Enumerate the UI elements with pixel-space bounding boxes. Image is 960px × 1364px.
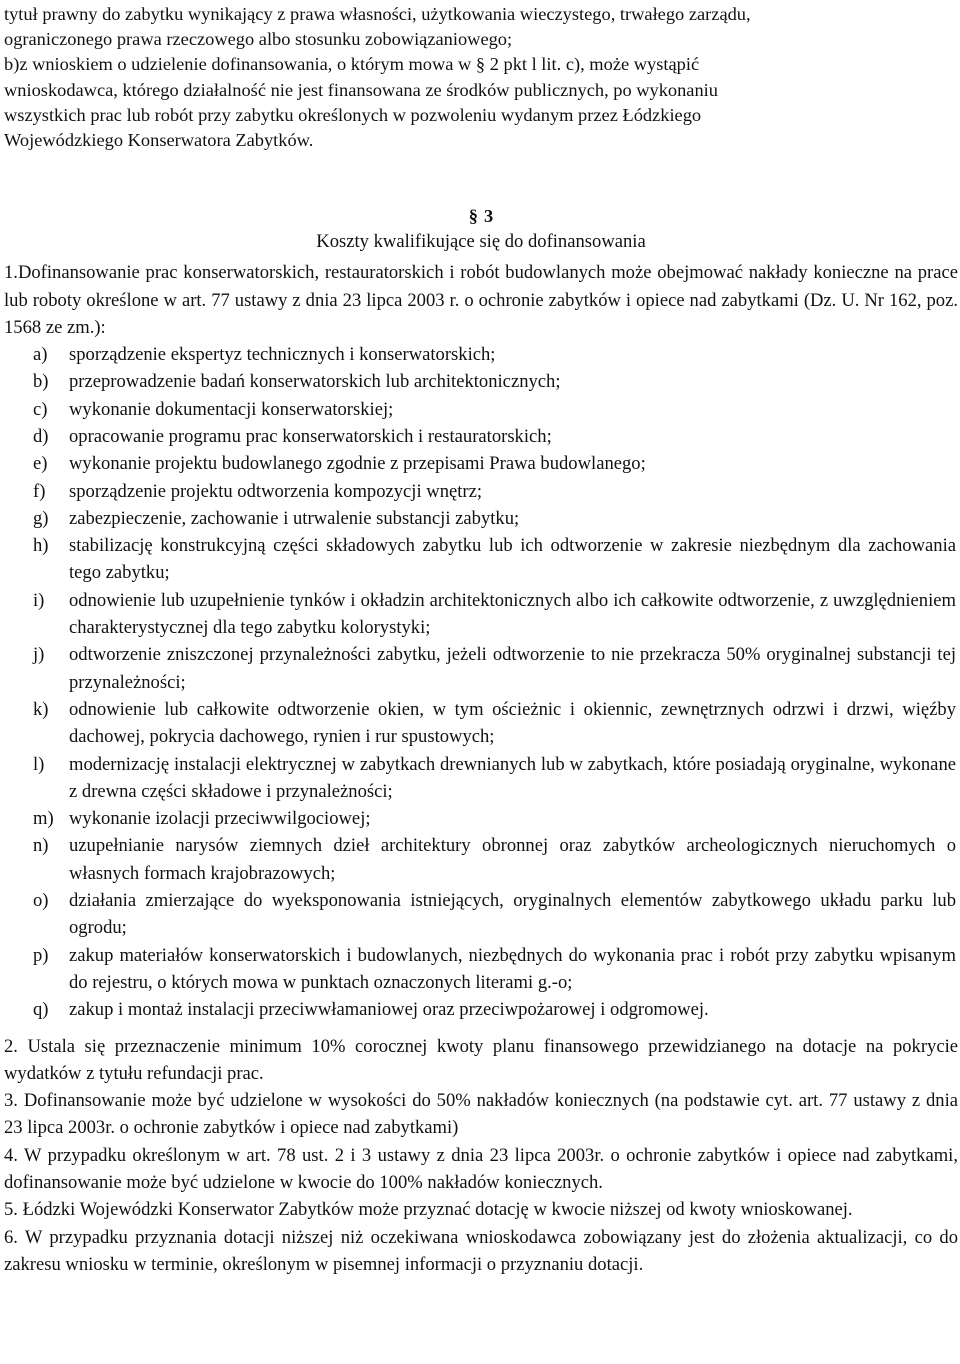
list-item	[4, 450, 958, 477]
section-number-value: 3	[484, 206, 494, 227]
list-marker: f)	[33, 480, 46, 502]
list-item-text: uzupełnianie narysów ziemnych dzieł architektury obronnej oraz zabytków archeologicznych nieruchomych o własnych formach krajobrazowych;	[69, 835, 956, 884]
list-item-text: zabezpieczenie, zachowanie i utrwalenie substancji zabytku;	[69, 507, 520, 529]
list-item-text: zakup materiałów konserwatorskich i budowlanych, niezbędnych do wykonania prac i robót przy zabytku wpisanym do rejestru, o których mowa w punktach oznaczonych literami g.-o;	[69, 944, 956, 993]
list-item-text: działania zmierzające do wyeksponowania istniejących, oryginalnych elementów zabytkowego układu parku lub ogrodu;	[69, 890, 956, 939]
intro-paragraph	[4, 0, 958, 153]
intro-line: tytuł prawny do zabytku wynikający z prawa własności, użytkowania wieczystego, trwałego zarządu,	[4, 4, 751, 24]
list-item	[4, 587, 958, 642]
list-item	[4, 751, 958, 806]
list-marker: b)	[33, 371, 49, 393]
list-item-text: wykonanie projektu budowlanego zgodnie z przepisami Prawa budowlanego;	[69, 453, 646, 475]
list-marker: a)	[33, 344, 48, 366]
list-item-text: zakup i montaż instalacji przeciwwłamaniowej oraz przeciwpożarowej i odgromowej.	[69, 999, 709, 1021]
list-item-text: sporządzenie ekspertyz technicznych i konserwatorskich;	[69, 344, 496, 366]
list-marker: o)	[33, 890, 49, 912]
intro-line: ograniczonego prawa rzeczowego albo stosunku zobowiązaniowego;	[4, 29, 513, 50]
list-item-text: sporządzenie projektu odtworzenia kompozycji wnętrz;	[69, 480, 483, 502]
list-marker: i)	[33, 589, 45, 611]
intro-line: wszystkich prac lub robót przy zabytku określonych w pozwoleniu wydanym przez Łódzkiego	[4, 104, 702, 125]
list-marker: p)	[33, 944, 49, 966]
list-item	[4, 805, 958, 832]
list-marker: d)	[33, 426, 49, 447]
list-marker: q)	[33, 999, 49, 1021]
list-item	[4, 423, 958, 450]
list-item-text: stabilizację konstrukcyjną części składowych zabytku lub ich odtworzenie w zakresie niezbędnym dla zachowania tego zabytku;	[69, 535, 956, 584]
point-4: 4. W przypadku określonym w art. 78 ust. 2 i 3 ustawy z dnia 23 lipca 2003r. o ochronie zabytków i opiece nad zabytkami, dofinansowanie może być udzielone w kwocie do 100% nakładów koniecznych.	[4, 1144, 958, 1194]
list-marker: j)	[33, 644, 45, 666]
list-item	[4, 887, 958, 942]
list-item	[4, 942, 958, 997]
paragraph-sign: §	[468, 206, 478, 227]
list-item-text: opracowanie programu prac konserwatorskich i restauratorskich;	[69, 426, 552, 447]
point-6: 6. W przypadku przyznania dotacji niższej niż oczekiwana wnioskodawca zobowiązany jest do złożenia aktualizacji, co do zakresu wniosku w terminie, określonym w pisemnej informacji o przyznaniu dotacji.	[4, 1226, 958, 1275]
list-marker: c)	[33, 398, 48, 420]
list-item-text: wykonanie izolacji przeciwwilgociowej;	[69, 808, 371, 830]
point-3: 3. Dofinansowanie może być udzielone w wysokości do 50% nakładów koniecznych (na podstawie cyt. art. 77 ustawy z dnia 23 lipca 2003r. o ochronie zabytków i opiece nad zabytkami)	[4, 1090, 958, 1139]
point-5: 5. Łódzki Wojewódzki Konserwator Zabytków może przyznać dotację w kwocie niższej od kwoty wnioskowanej.	[4, 1199, 853, 1221]
section-title: Koszty kwalifikujące się do dofinansowania	[316, 231, 646, 253]
list-item-text: odnowienie lub całkowite odtworzenie okien, w tym ościeżnic i okiennic, zewnętrznych odrzwi i drzwi, więźby dachowej, pokrycia dachowego, rynien i rur spustowych;	[69, 698, 956, 748]
list-item	[4, 641, 958, 696]
list-item	[4, 696, 958, 751]
point-1: 1.Dofinansowanie prac konserwatorskich, restauratorskich i robót budowlanych może obejmować nakłady konieczne na prace lub roboty określone w art. 77 ustawy z dnia 23 lipca 2003 r. o ochronie zabytków i opiece nad zabytkami (Dz. U. Nr 162, poz. 1568 ze zm.):	[4, 262, 958, 338]
list-item	[4, 532, 958, 587]
list-marker: k)	[33, 698, 49, 720]
list-item	[4, 341, 958, 368]
list-item	[4, 505, 958, 532]
list-marker: e)	[33, 453, 48, 475]
cost-items-list	[4, 341, 958, 1023]
list-item	[4, 832, 958, 887]
point-2: 2. Ustala się przeznaczenie minimum 10% corocznej kwoty planu finansowego przewidzianego na dotacje na pokrycie wydatków z tytułu refundacji prac.	[4, 1035, 958, 1084]
section-number	[4, 203, 958, 229]
list-item	[4, 996, 958, 1023]
list-marker: g)	[33, 507, 49, 529]
list-item	[4, 478, 958, 505]
list-item-text: odtworzenie zniszczonej przynależności zabytku, jeżeli odtworzenie to nie przekracza 50% oryginalnej substancji tej przynależności;	[69, 644, 956, 693]
list-item	[4, 368, 958, 395]
intro-line: b)z wnioskiem o udzielenie dofinansowania, o którym mowa w § 2 pkt l lit. c), może wystąpić	[4, 54, 700, 75]
list-item	[4, 396, 958, 423]
intro-line: wnioskodawca, którego działalność nie jest finansowana ze środków publicznych, po wykonaniu	[4, 79, 718, 100]
intro-line: Wojewódzkiego Konserwatora Zabytków.	[4, 130, 314, 151]
section-heading	[4, 203, 958, 255]
list-item-text: odnowienie lub uzupełnienie tynków i okładzin architektonicznych albo ich całkowite odtworzenie, z uwzględnieniem charakterystycznej dla tego zabytku kolorystyki;	[69, 589, 956, 639]
list-item-text: wykonanie dokumentacji konserwatorskiej;	[69, 398, 394, 420]
list-marker: n)	[33, 835, 49, 857]
list-item-text: przeprowadzenie badań konserwatorskich lub architektonicznych;	[69, 371, 561, 393]
spacer	[4, 1024, 958, 1033]
list-marker: l)	[33, 753, 45, 775]
list-marker: h)	[33, 535, 49, 557]
list-marker: m)	[33, 808, 54, 830]
list-item-text: modernizację instalacji elektrycznej w zabytkach drewnianych lub w zabytkach, które posiadają oryginalne, wykonane z drewna części składowe i przynależności;	[69, 753, 956, 802]
